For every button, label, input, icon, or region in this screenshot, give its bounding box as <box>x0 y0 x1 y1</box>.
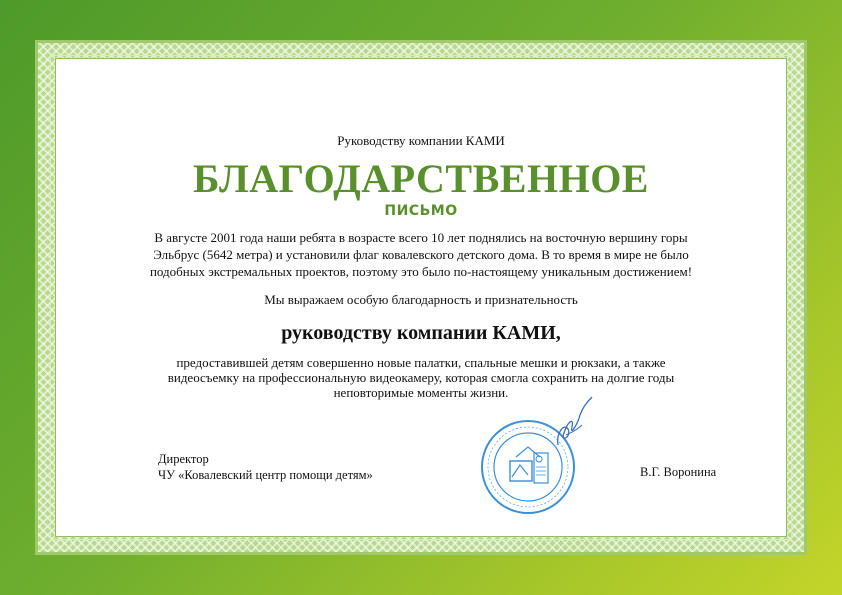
body-line: В августе 2001 года наши ребята в возрасте всего 10 лет поднялись на восточную вершину горы <box>154 230 688 245</box>
signature-scribble-icon <box>552 393 598 449</box>
letter-paper <box>55 58 787 537</box>
signatory-title <box>158 451 373 483</box>
signatory-organization: ЧУ «Ковалевский центр помощи детям» <box>158 468 373 482</box>
signatory-position: Директор <box>158 452 209 466</box>
body-line: подобных экстремальных проектов, поэтому это было по-настоящему уникальным достижением! <box>149 264 693 279</box>
details-line: предоставившей детям совершенно новые палатки, спальные мешки и рюкзаки, а также <box>176 355 666 370</box>
details-paragraph <box>126 355 716 400</box>
recipient-line: руководству компании КАМИ, <box>281 322 561 344</box>
letter-subtitle: ПИСЬМО <box>384 203 458 219</box>
certificate-border <box>35 40 807 555</box>
body-paragraph <box>126 229 716 280</box>
details-line: неповторимые моменты жизни. <box>333 385 509 400</box>
body-line: Эльбрус (5642 метра) и установили флаг ковалевского детского дома. В то время в мире не было <box>153 247 689 262</box>
letter-title: БЛАГОДАРСТВЕННОЕ <box>193 156 649 201</box>
details-line: видеосъемку на профессиональную видеокамеру, которая смогла сохранить на долгие годы <box>167 370 675 385</box>
addressee-line: Руководству компании КАМИ <box>337 133 505 148</box>
gratitude-line: Мы выражаем особую благодарность и признательность <box>264 292 578 307</box>
signatory-name: В.Г. Воронина <box>640 465 717 479</box>
